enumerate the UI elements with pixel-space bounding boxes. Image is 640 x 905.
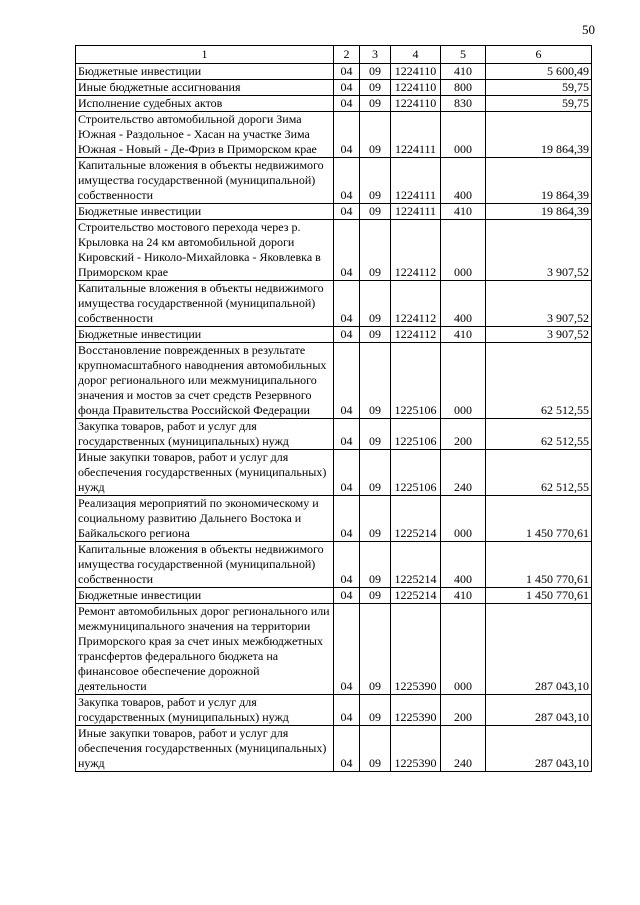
subsection-code: 09 (360, 112, 391, 158)
table-row (76, 419, 592, 450)
amount-value: 287 043,10 (486, 604, 592, 695)
target-article-code: 1224112 (391, 281, 441, 327)
expense-type-code: 240 (441, 726, 486, 772)
section-code: 04 (334, 450, 360, 496)
subsection-code: 09 (360, 96, 391, 112)
amount-value: 62 512,55 (486, 343, 592, 419)
expense-type-code: 000 (441, 604, 486, 695)
amount-value: 19 864,39 (486, 204, 592, 220)
amount-value: 62 512,55 (486, 450, 592, 496)
row-description: Бюджетные инвестиции (76, 588, 334, 604)
amount-value: 5 600,49 (486, 64, 592, 80)
table-row (76, 604, 592, 695)
table-header-row (76, 46, 592, 64)
expense-type-code: 410 (441, 64, 486, 80)
table-row (76, 695, 592, 726)
table-row (76, 542, 592, 588)
expense-type-code: 400 (441, 158, 486, 204)
target-article-code: 1224111 (391, 112, 441, 158)
amount-value: 1 450 770,61 (486, 542, 592, 588)
expense-type-code: 410 (441, 588, 486, 604)
table-row (76, 64, 592, 80)
expense-type-code: 000 (441, 496, 486, 542)
table-row (76, 726, 592, 772)
section-code: 04 (334, 64, 360, 80)
row-description: Капитальные вложения в объекты недвижимого имущества государственной (муниципальной) собственности (76, 158, 334, 204)
subsection-code: 09 (360, 695, 391, 726)
row-description: Исполнение судебных актов (76, 96, 334, 112)
section-code: 04 (334, 96, 360, 112)
target-article-code: 1225214 (391, 542, 441, 588)
row-description: Иные закупки товаров, работ и услуг для обеспечения государственных (муниципальных) нужд (76, 450, 334, 496)
section-code: 04 (334, 695, 360, 726)
table-row (76, 158, 592, 204)
row-description: Реализация мероприятий по экономическому и социальному развитию Дальнего Востока и Байкальского региона (76, 496, 334, 542)
section-code: 04 (334, 112, 360, 158)
amount-value: 59,75 (486, 96, 592, 112)
target-article-code: 1225214 (391, 496, 441, 542)
target-article-code: 1224111 (391, 158, 441, 204)
subsection-code: 09 (360, 604, 391, 695)
amount-value: 287 043,10 (486, 695, 592, 726)
section-code: 04 (334, 419, 360, 450)
expense-type-code: 400 (441, 542, 486, 588)
target-article-code: 1225390 (391, 726, 441, 772)
table-row (76, 204, 592, 220)
subsection-code: 09 (360, 726, 391, 772)
expense-type-code: 410 (441, 327, 486, 343)
section-code: 04 (334, 327, 360, 343)
section-code: 04 (334, 204, 360, 220)
section-code: 04 (334, 542, 360, 588)
amount-value: 1 450 770,61 (486, 588, 592, 604)
amount-value: 59,75 (486, 80, 592, 96)
row-description: Закупка товаров, работ и услуг для государственных (муниципальных) нужд (76, 695, 334, 726)
amount-value: 287 043,10 (486, 726, 592, 772)
row-description: Капитальные вложения в объекты недвижимого имущества государственной (муниципальной) собственности (76, 542, 334, 588)
subsection-code: 09 (360, 343, 391, 419)
table-row (76, 281, 592, 327)
expense-type-code: 800 (441, 80, 486, 96)
expense-type-code: 000 (441, 112, 486, 158)
amount-value: 3 907,52 (486, 327, 592, 343)
row-description: Бюджетные инвестиции (76, 327, 334, 343)
amount-value: 3 907,52 (486, 281, 592, 327)
subsection-code: 09 (360, 80, 391, 96)
row-description: Строительство мостового перехода через р. Крыловка на 24 км автомобильной дороги Кировский - Николо-Михайловка - Яковлевка в Приморском крае (76, 220, 334, 281)
section-code: 04 (334, 281, 360, 327)
column-header: 5 (441, 46, 486, 64)
target-article-code: 1225106 (391, 343, 441, 419)
row-description: Закупка товаров, работ и услуг для государственных (муниципальных) нужд (76, 419, 334, 450)
amount-value: 1 450 770,61 (486, 496, 592, 542)
expense-type-code: 200 (441, 695, 486, 726)
target-article-code: 1225390 (391, 604, 441, 695)
row-description: Иные бюджетные ассигнования (76, 80, 334, 96)
target-article-code: 1225106 (391, 450, 441, 496)
amount-value: 3 907,52 (486, 220, 592, 281)
table-row (76, 112, 592, 158)
column-header: 1 (76, 46, 334, 64)
table-row (76, 80, 592, 96)
expense-type-code: 000 (441, 343, 486, 419)
target-article-code: 1225390 (391, 695, 441, 726)
section-code: 04 (334, 496, 360, 542)
subsection-code: 09 (360, 281, 391, 327)
column-header: 3 (360, 46, 391, 64)
target-article-code: 1224111 (391, 204, 441, 220)
page-number: 50 (582, 22, 595, 37)
subsection-code: 09 (360, 327, 391, 343)
section-code: 04 (334, 220, 360, 281)
target-article-code: 1224110 (391, 96, 441, 112)
subsection-code: 09 (360, 542, 391, 588)
expense-type-code: 400 (441, 281, 486, 327)
subsection-code: 09 (360, 204, 391, 220)
target-article-code: 1224112 (391, 327, 441, 343)
target-article-code: 1224110 (391, 80, 441, 96)
target-article-code: 1225214 (391, 588, 441, 604)
budget-table (75, 45, 592, 772)
subsection-code: 09 (360, 496, 391, 542)
table-row (76, 588, 592, 604)
expense-type-code: 410 (441, 204, 486, 220)
subsection-code: 09 (360, 419, 391, 450)
target-article-code: 1224110 (391, 64, 441, 80)
table-row (76, 450, 592, 496)
subsection-code: 09 (360, 588, 391, 604)
expense-type-code: 200 (441, 419, 486, 450)
subsection-code: 09 (360, 220, 391, 281)
amount-value: 19 864,39 (486, 158, 592, 204)
row-description: Восстановление поврежденных в результате крупномасштабного наводнения автомобильных дорог регионального или межмуниципального значения и мостов за счет средств Резервного фонда Правительства Российской Федерации (76, 343, 334, 419)
subsection-code: 09 (360, 64, 391, 80)
table-row (76, 96, 592, 112)
row-description: Ремонт автомобильных дорог регионального или межмуниципального значения на территории Приморского края за счет иных межбюджетных трансфертов федерального бюджета на финансовое обеспечение дорожной деятельности (76, 604, 334, 695)
section-code: 04 (334, 158, 360, 204)
target-article-code: 1225106 (391, 419, 441, 450)
section-code: 04 (334, 604, 360, 695)
column-header: 2 (334, 46, 360, 64)
row-description: Строительство автомобильной дороги Зима Южная - Раздольное - Хасан на участке Зима Южная - Новый - Де-Фриз в Приморском крае (76, 112, 334, 158)
subsection-code: 09 (360, 158, 391, 204)
expense-type-code: 240 (441, 450, 486, 496)
column-header: 4 (391, 46, 441, 64)
expense-type-code: 000 (441, 220, 486, 281)
target-article-code: 1224112 (391, 220, 441, 281)
section-code: 04 (334, 343, 360, 419)
row-description: Бюджетные инвестиции (76, 204, 334, 220)
row-description: Бюджетные инвестиции (76, 64, 334, 80)
row-description: Иные закупки товаров, работ и услуг для обеспечения государственных (муниципальных) нужд (76, 726, 334, 772)
section-code: 04 (334, 80, 360, 96)
subsection-code: 09 (360, 450, 391, 496)
table-row (76, 220, 592, 281)
amount-value: 62 512,55 (486, 419, 592, 450)
table-row (76, 327, 592, 343)
amount-value: 19 864,39 (486, 112, 592, 158)
table-row (76, 496, 592, 542)
row-description: Капитальные вложения в объекты недвижимого имущества государственной (муниципальной) собственности (76, 281, 334, 327)
section-code: 04 (334, 726, 360, 772)
column-header: 6 (486, 46, 592, 64)
table-row (76, 343, 592, 419)
section-code: 04 (334, 588, 360, 604)
expense-type-code: 830 (441, 96, 486, 112)
